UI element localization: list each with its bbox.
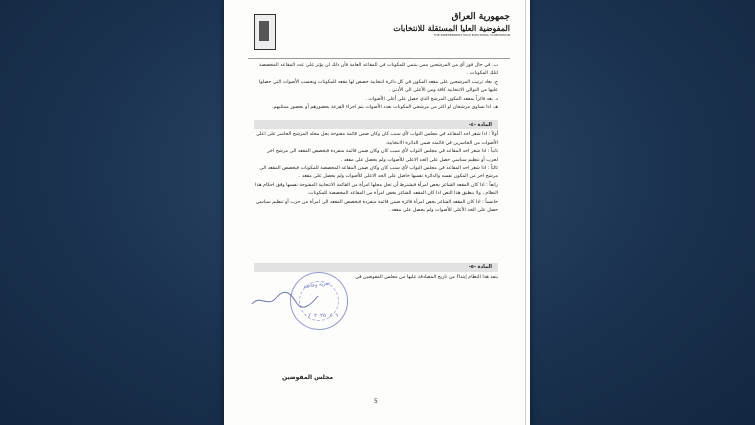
article-5-heading [254, 263, 498, 272]
article-4-item-2: ثانياً : اذا شغر احد المقاعد في مجلس النواب لأي سبب كان وكان ضمن قائمة منفردة فيخصص المقعد الى مرشح اخر لحزب أو تنظيم سياسي حصل على الحد الاعلى للأصوات ولم يحصل على مقعد . [267, 149, 498, 163]
article-5-text [254, 274, 498, 282]
letterhead [248, 8, 510, 59]
paragraph-e: هـ. اذا تساوى مرشحان او اكثر من مرشحي المكونات بعدد الأصوات يتم اجراء القرعة بحضورهم أو بحضور ممثليهم. [271, 105, 498, 111]
article-4-heading [254, 120, 498, 129]
article-4-item-5: خامساً : اذا كان المقعد الشاغر يخص امرأة فائزة ضمن قائمة منفردة فيخصص المقعد الى امرأة من حزب أو تنظيم سياسي حصل على الحد الأعلى للأصوات ولم يحصل على مقعد . [255, 199, 498, 214]
handwritten-signature [250, 290, 320, 310]
article-4-item-3: ثالثاً : اذا شغر احد المقاعد في مجلس النواب لأي سبب كان وكان ضمن المقاعد المخصصة للمكونات فيخصص المقعد الى مرشح اخر من المكون نفسه والدائرة نفسها حاصل على الحد الاعلى للأصوات ولم يحصل على مقعد . [259, 166, 498, 180]
article-4-item-4: رابعاً : اذا كان المقعد الشاغر يخص امرأة فيشترط أن تحل محلها امرأة من القائمة الانتخابية المفتوحة نفسها وفق احكام هذا النظام ، ولا ينطبق هذا النص اذا كان المقعد الشاغر يخص امرأة من المقاعد المخصصة للمكونات. [255, 182, 498, 197]
paragraph-c: ج. يعاد ترتيب المرشحين على مقعد المكون في كل دائرة انتخابية خصص لها مقعد للمكونات وبحسب الأصوات التي حصلوا عليها من التوالي الانتخابية كافة ومن الأعلى الى الأدنى . [258, 79, 498, 94]
page-number: 5 [374, 398, 378, 405]
paragraph-b: ب. في حال فوز أي من المرشحين ممن ينتمي للمكونات في المقاعد العامة فأن ذلك لن يؤثر على عدد المقاعد المخصصة لتلك المكونات . [259, 63, 498, 77]
article-4-item-1: أولاً : اذا شغر احد المقاعد في مجلس النواب لأي سبب كان وكان ضمن قائمة مفتوحة يحل محله المرشح الخاسر على اعلى الأصوات من الخاسرين في قائمته ضمن الدائرة الانتخابية. [255, 132, 498, 146]
document-page [224, 0, 530, 425]
organization-name [320, 12, 510, 37]
commission-logo-icon [254, 14, 276, 50]
org-line1: جمهورية العراق [451, 12, 510, 22]
org-line2: المفوضية العليا المستقلة للانتخابات [393, 23, 510, 33]
stamp-text: سرية وخاصة [303, 280, 331, 290]
org-english: THE INDEPENDENT HIGH ELECTORAL COMMISSION [433, 33, 510, 37]
paragraph-d: د. يعد فائزاً بمقعد المكون المرشح الذي حصل على أعلى الأصوات . [365, 96, 498, 102]
approval-date: / ٦ / ٢٠٢٥ [308, 313, 339, 319]
signature-label: مجلس المفوضين [282, 374, 334, 381]
article-5-body: ينفذ هذا النظام إبتداءً من تاريخ المصادقة عليها من مجلس المفوضين في [355, 274, 498, 280]
article-5-title: المادة -٥- [468, 264, 492, 270]
document-body [254, 62, 498, 282]
article-4-title: المادة -٤- [468, 121, 492, 128]
